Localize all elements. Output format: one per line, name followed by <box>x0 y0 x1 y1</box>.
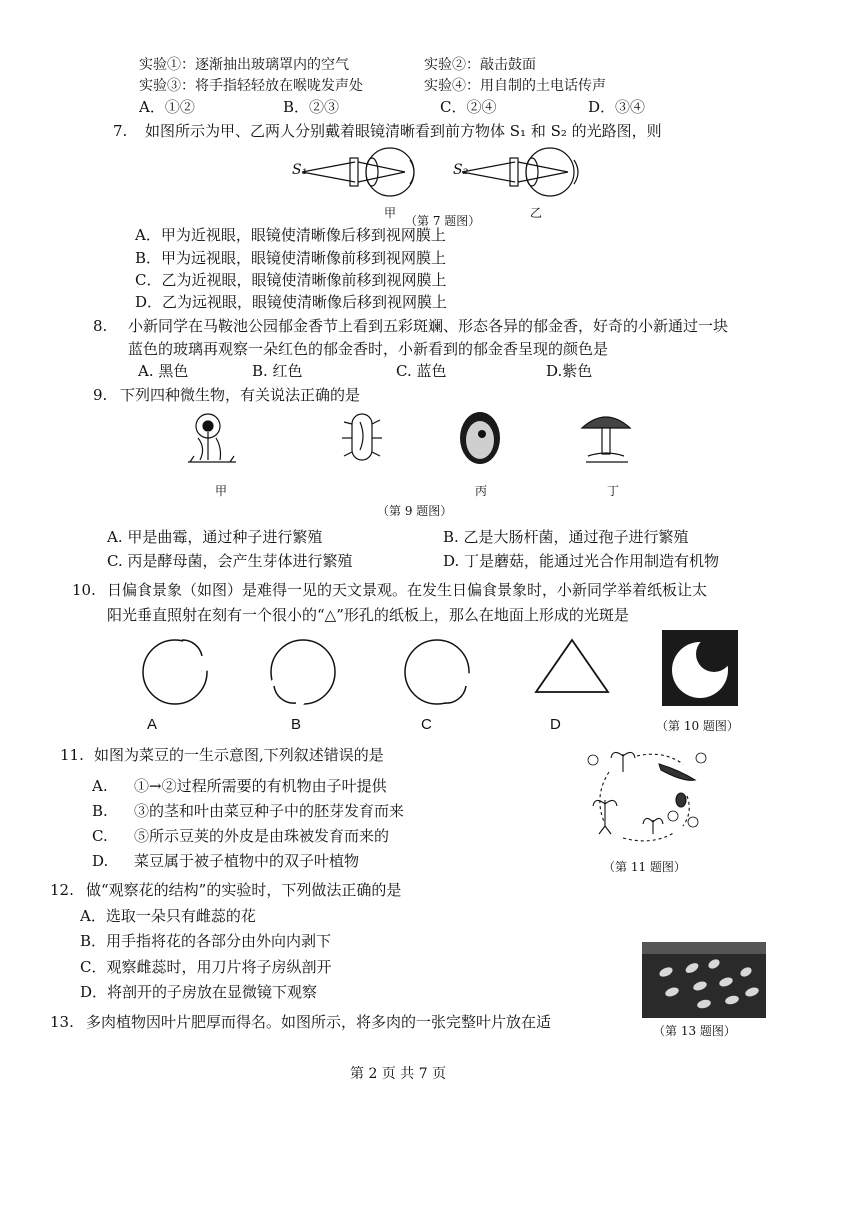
q13-number: 13. <box>50 1013 74 1031</box>
q11-option-c-key: C. <box>92 827 108 845</box>
mold-illustration <box>188 414 236 462</box>
q8-option-b: B. 红色 <box>252 362 303 380</box>
q11-stem: 如图为菜豆的一生示意图,下列叙述错误的是 <box>94 746 384 764</box>
q7-caption: （第 7 题图） <box>405 214 481 228</box>
q7-option-d: D．乙为远视眼，眼镜使清晰像后移到视网膜上 <box>135 293 448 311</box>
q7-eye-diagrams <box>290 140 590 220</box>
q9-stem: 下列四种微生物，有关说法正确的是 <box>120 386 361 404</box>
q10-label-b: B <box>291 716 302 733</box>
q11-option-d: 菜豆属于被子植物中的双子叶植物 <box>134 852 360 870</box>
q8-option-a: A. 黑色 <box>138 362 189 380</box>
q6-experiment-1: 实验①：逐渐抽出玻璃罩内的空气 <box>139 57 349 73</box>
bean-lifecycle-figure <box>583 742 713 850</box>
q11-option-b: ③的茎和叶由菜豆种子中的胚芽发育而来 <box>134 802 405 820</box>
shape-option-b <box>271 640 335 704</box>
q11-option-c: ⑤所示豆荚的外皮是由珠被发育而来的 <box>134 827 390 845</box>
q9-option-a: A. 甲是曲霉，通过种子进行繁殖 <box>107 528 323 546</box>
q9-option-d: D. 丁是蘑菇，能通过光合作用制造有机物 <box>443 552 720 570</box>
q9-label-ding: 丁 <box>607 484 620 498</box>
q12-option-d: D．将剖开的子房放在显微镜下观察 <box>80 983 318 1001</box>
shape-option-d <box>536 640 608 692</box>
q13-caption: （第 13 题图） <box>653 1024 736 1038</box>
q8-number: 8. <box>93 317 108 335</box>
q12-stem: 做“观察花的结构”的实验时，下列做法正确的是 <box>86 881 402 899</box>
q7-option-a: A．甲为近视眼，眼镜使清晰像后移到视网膜上 <box>135 226 446 244</box>
q8-line-1: 小新同学在马鞍池公园郁金香节上看到五彩斑斓、形态各异的郁金香，好奇的小新通过一块 <box>128 317 729 335</box>
q12-option-c: C．观察雌蕊时，用刀片将子房纵剖开 <box>80 958 332 976</box>
q10-line-2: 阳光垂直照射在刻有一个很小的“△”形孔的纸板上，那么在地面上形成的光斑是 <box>107 606 629 624</box>
q6-option-d: D．③④ <box>588 98 646 116</box>
mushroom-illustration <box>582 417 630 462</box>
q9-label-bing: 丙 <box>475 484 488 498</box>
q6-option-c: C．②④ <box>440 98 497 116</box>
q11-option-b-key: B. <box>92 802 108 820</box>
q8-option-d: D.紫色 <box>546 362 593 380</box>
q8-line-2: 蓝色的玻璃再观察一朵红色的郁金香时，小新看到的郁金香呈现的颜色是 <box>128 340 609 358</box>
q7-option-b: B．甲为远视眼，眼镜使清晰像前移到视网膜上 <box>135 249 447 267</box>
q6-experiment-4: 实验④：用自制的土电话传声 <box>424 78 606 94</box>
q7-stem: 如图所示为甲、乙两人分别戴着眼镜清晰看到前方物体 S₁ 和 S₂ 的光路图，则 <box>145 122 662 140</box>
q7-number: 7. <box>113 122 128 140</box>
q6-option-a: A．①② <box>139 98 195 116</box>
q9-caption: （第 9 题图） <box>377 504 453 518</box>
q7-option-c: C．乙为近视眼，眼镜使清晰像前移到视网膜上 <box>135 271 447 289</box>
q11-option-d-key: D. <box>92 852 109 870</box>
succulent-leaves-photo <box>642 942 766 1018</box>
page-footer: 第 2 页 共 7 页 <box>350 1066 447 1082</box>
q13-stem: 多肉植物因叶片肥厚而得名。如图所示，将多肉的一张完整叶片放在适 <box>86 1013 552 1031</box>
q10-number: 10. <box>72 581 96 599</box>
q7-s1-label: S₁ <box>292 162 308 178</box>
q10-label-c: C <box>421 716 432 733</box>
eye-diagram-jia <box>302 148 414 196</box>
q12-option-b: B．用手指将花的各部分由外向内剥下 <box>80 932 332 950</box>
shape-option-a <box>143 640 207 704</box>
q12-option-a: A．选取一朵只有雌蕊的花 <box>80 907 256 925</box>
q11-caption: （第 11 题图） <box>603 860 686 874</box>
shape-option-c <box>405 640 469 704</box>
q10-option-shapes <box>120 628 745 718</box>
q9-label-jia: 甲 <box>215 484 228 498</box>
q7-label-yi: 乙 <box>530 206 543 220</box>
q9-option-b: B. 乙是大肠杆菌，通过孢子进行繁殖 <box>443 528 689 546</box>
partial-eclipse-photo <box>662 630 738 706</box>
q10-line-1: 日偏食景象（如图）是难得一见的天文景观。在发生日偏食景象时，小新同学举着纸板让太 <box>107 581 708 599</box>
q6-experiment-2: 实验②：敲击鼓面 <box>424 57 536 73</box>
q6-experiment-3: 实验③：将手指轻轻放在喉咙发声处 <box>139 78 363 94</box>
q8-option-c: C. 蓝色 <box>396 362 447 380</box>
q9-microbe-figures <box>180 408 640 478</box>
bacterium-illustration <box>342 414 382 460</box>
q12-number: 12. <box>50 881 74 899</box>
q11-number: 11. <box>60 746 84 764</box>
q6-option-b: B．②③ <box>283 98 340 116</box>
q7-s2-label: S₂ <box>453 162 469 178</box>
q10-label-a: A <box>147 716 158 733</box>
q10-label-d: D <box>550 716 561 733</box>
yeast-illustration <box>460 412 500 464</box>
q9-number: 9. <box>93 386 108 404</box>
q10-caption: （第 10 题图） <box>656 719 739 733</box>
q7-label-jia: 甲 <box>384 206 397 220</box>
q9-option-c: C. 丙是酵母菌，会产生芽体进行繁殖 <box>107 552 353 570</box>
q11-option-a-key: A. <box>92 777 108 795</box>
eye-diagram-yi <box>462 148 578 196</box>
q11-option-a: ①→②过程所需要的有机物由子叶提供 <box>134 777 387 795</box>
